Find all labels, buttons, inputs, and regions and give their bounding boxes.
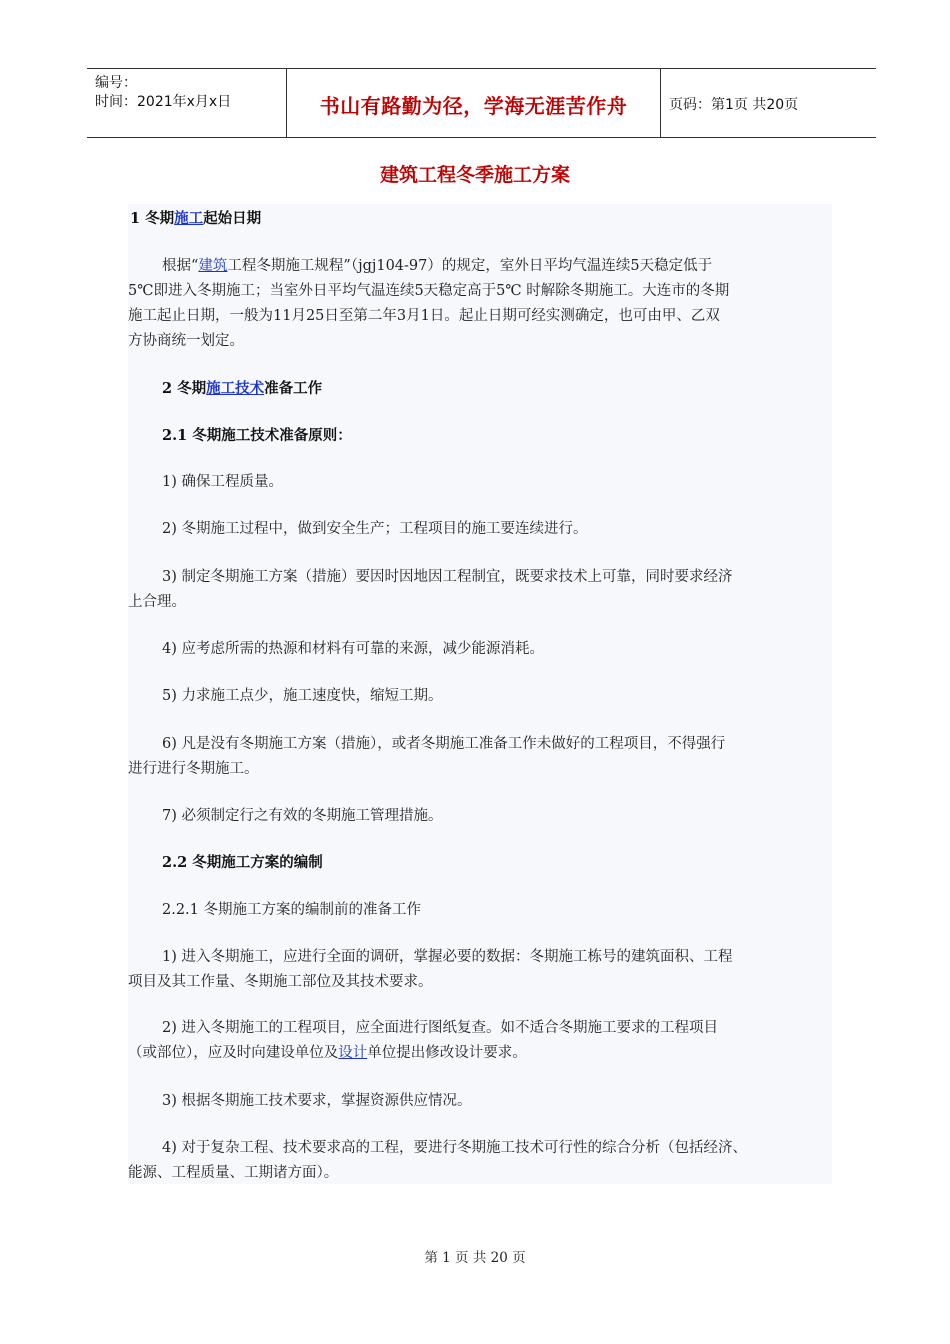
page-info: 页码：第1页 共20页 (669, 97, 799, 113)
section-2-2-1-heading: 2.2.1 冬期施工方案的编制前的准备工作 (162, 902, 422, 918)
principle-6-line-1: 6) 凡是没有冬期施工方案（措施），或者冬期施工准备工作未做好的工程项目，不得强行 (162, 736, 726, 752)
principle-3-line-1: 3) 制定冬期施工方案（措施）要因时因地因工程制宜，既要求技术上可靠，同时要求经济 (162, 569, 733, 585)
link-shigong-jishu[interactable]: 施工技术 (206, 380, 265, 397)
prep-2-line-2 (128, 1041, 527, 1066)
document-body (128, 204, 832, 1184)
header-left-cell (87, 69, 287, 137)
link-shigong[interactable]: 施工 (174, 210, 204, 227)
prep-1-line-2: 项目及其工作量、冬期施工部位及其技术要求。 (128, 974, 433, 990)
heading-text: 准备工作 (264, 380, 323, 397)
link-jianzhu[interactable]: 建筑 (198, 258, 228, 274)
section-2-1-heading: 2.1 冬期施工技术准备原则： (162, 427, 352, 444)
section-2-heading (162, 376, 322, 401)
page-footer: 第 1 页 共 20 页 (424, 1250, 526, 1266)
time-label: 时间：2021年x月x日 (95, 94, 232, 110)
paragraph-1-line-1 (162, 254, 712, 279)
text: 工程冬期施工规程”（jgj104-97）的规定，室外日平均气温连续5天稳定低于 (227, 258, 713, 274)
principle-2: 2) 冬期施工过程中，做到安全生产；工程项目的施工要连续进行。 (162, 521, 588, 537)
link-sheji[interactable]: 设计 (338, 1045, 368, 1061)
prep-4-line-1: 4) 对于复杂工程、技术要求高的工程，要进行冬期施工技术可行性的综合分析（包括经济、 (162, 1140, 747, 1156)
principle-4: 4) 应考虑所需的热源和材料有可靠的来源，减少能源消耗。 (162, 641, 544, 657)
principle-1: 1) 确保工程质量。 (162, 474, 283, 490)
heading-text: 1 冬期 (130, 210, 175, 227)
section-1-heading (130, 206, 261, 231)
principle-6-line-2: 进行进行冬期施工。 (128, 761, 259, 777)
text: （或部位），应及时向建设单位及 (128, 1045, 339, 1061)
heading-text: 起始日期 (203, 210, 262, 227)
header-motto-cell (287, 69, 661, 137)
motto-text: 书山有路勤为径，学海无涯苦作舟 (319, 94, 628, 118)
principle-7: 7) 必须制定行之有效的冬期施工管理措施。 (162, 808, 443, 824)
section-2-2-heading: 2.2 冬期施工方案的编制 (162, 854, 323, 871)
serial-label: 编号： (95, 75, 137, 91)
header-page-cell (661, 69, 876, 137)
principle-3-line-2: 上合理。 (128, 594, 186, 610)
prep-4-line-2: 能源、工程质量、工期诸方面）。 (128, 1165, 339, 1181)
document-title: 建筑工程冬季施工方案 (379, 164, 570, 186)
heading-text: 2 冬期 (162, 380, 207, 397)
prep-2-line-1: 2) 进入冬期施工的工程项目，应全面进行图纸复查。如不适合冬期施工要求的工程项目 (162, 1020, 718, 1036)
principle-5: 5) 力求施工点少，施工速度快，缩短工期。 (162, 688, 443, 704)
page-header (87, 68, 876, 138)
prep-1-line-1: 1) 进入冬期施工，应进行全面的调研，掌握必要的数据：冬期施工栋号的建筑面积、工程 (162, 949, 733, 965)
text: 单位提出修改设计要求。 (367, 1045, 527, 1061)
paragraph-1-line-3: 施工起止日期，一般为11月25日至第二年3月1日。起止日期可经实测确定，也可由甲、乙双 (128, 308, 720, 324)
paragraph-1-line-4: 方协商统一划定。 (128, 333, 244, 349)
prep-3: 3) 根据冬期施工技术要求，掌握资源供应情况。 (162, 1093, 472, 1109)
text: 根据“ (162, 258, 199, 274)
paragraph-1-line-2: 5℃即进入冬期施工；当室外日平均气温连续5天稳定高于5℃ 时解除冬期施工。大连市的冬期 (128, 283, 730, 299)
